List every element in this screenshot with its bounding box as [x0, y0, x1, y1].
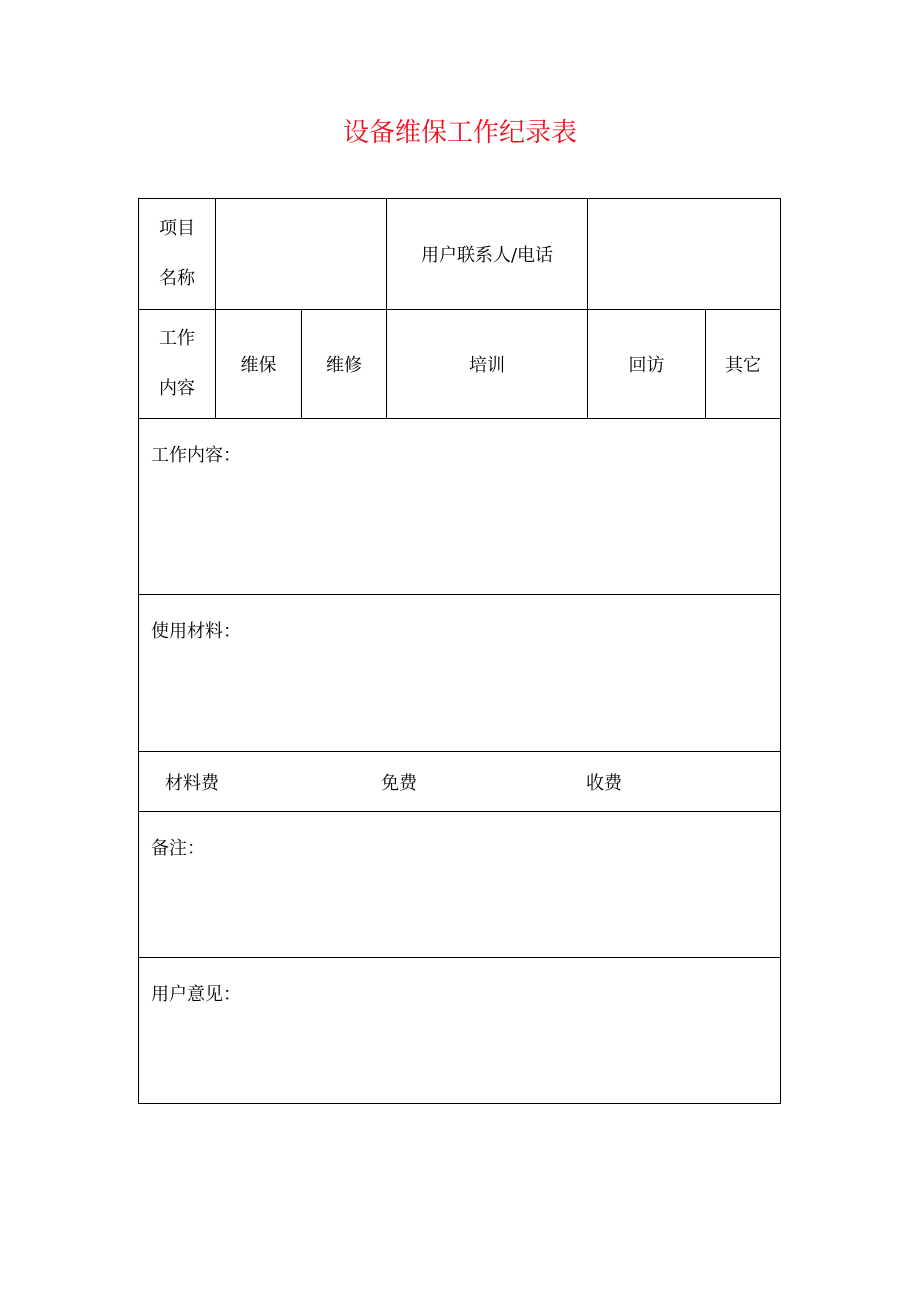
label-line: 内容: [159, 378, 195, 399]
user-opinion-label: 用户意见：: [151, 984, 241, 1005]
option-other[interactable]: 其它: [705, 309, 781, 419]
fee-row: [138, 751, 781, 812]
option-revisit[interactable]: 回访: [587, 309, 706, 419]
material-fee-label: 材料费: [165, 773, 219, 794]
option-maintenance[interactable]: 维保: [215, 309, 302, 419]
contact-field[interactable]: [587, 198, 781, 310]
remarks-field[interactable]: [138, 811, 781, 958]
label-line: 工作: [159, 328, 195, 349]
document-title: 设备维保工作纪录表: [342, 118, 577, 148]
work-type-label: [138, 309, 216, 419]
option-training[interactable]: 培训: [386, 309, 588, 419]
materials-label: 使用材料：: [151, 621, 241, 642]
work-content-label: 工作内容：: [151, 445, 241, 466]
free-option[interactable]: 免费: [381, 773, 417, 794]
label-line: 项目: [159, 218, 195, 239]
contact-label: 用户联系人/电话: [386, 198, 588, 310]
label-line: 名称: [159, 268, 195, 289]
user-opinion-field[interactable]: [138, 957, 781, 1104]
materials-field[interactable]: [138, 594, 781, 752]
project-name-field[interactable]: [215, 198, 387, 310]
work-content-field[interactable]: [138, 418, 781, 595]
charge-option[interactable]: 收费: [586, 773, 622, 794]
option-repair[interactable]: 维修: [301, 309, 387, 419]
project-name-label: [138, 198, 216, 310]
remarks-label: 备注：: [151, 838, 205, 859]
